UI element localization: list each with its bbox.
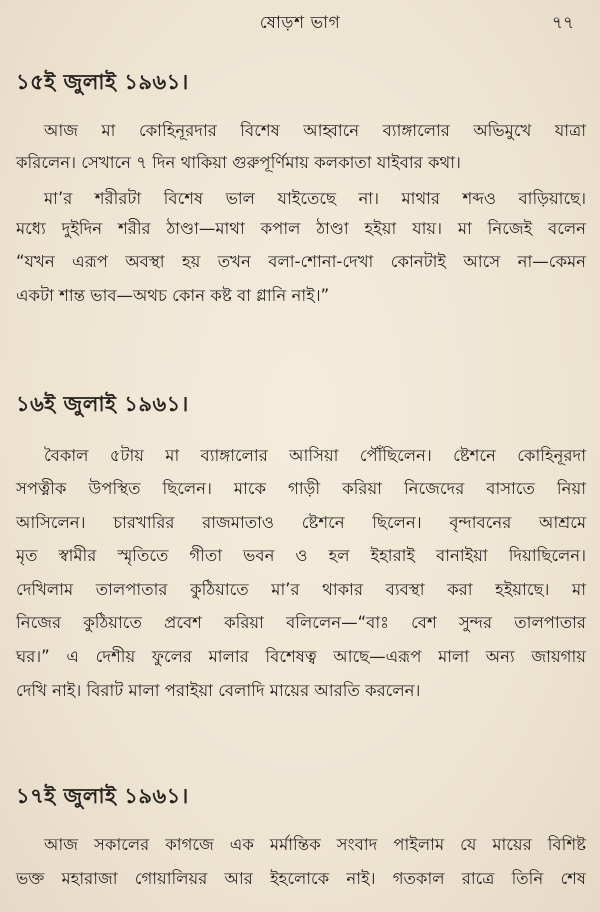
text-line: একটা শান্ত ভাব—অথচ কোন কষ্ট বা গ্লানি নাই।” xyxy=(16,286,330,305)
text-line: নিজের কুঠিয়াতে প্রবেশ করিয়া বলিলেন—“বাঃ বেশ সুন্দর তালপাতার xyxy=(16,613,586,632)
text-line: মৃত স্বামীর স্মৃতিতে গীতা ভবন ও হল ইহারাই বানাইয়া দিয়াছিলেন। xyxy=(16,546,586,565)
text-line: দেখি নাই। বিরাট মালা পরাইয়া বেলাদি মায়ের আরতি করলেন। xyxy=(16,681,421,700)
text-line: ভক্ত মহারাজা গোয়ালিয়র আর ইহলোকে নাই। গতকাল রাত্রে তিনি শেষ xyxy=(16,869,586,888)
text-line: দেখিলাম তালপাতার কুঠিয়াতে মা’র থাকার ব্যবস্থা করা হইয়াছে। মা xyxy=(16,580,586,599)
text-line: মা’র শরীরটা বিশেষ ভাল যাইতেছে না। মাথার শব্দও বাড়িয়াছে। xyxy=(44,189,586,208)
running-title: ষোড়শ ভাগ xyxy=(259,13,341,33)
text-line: “যখন এরূপ অবস্থা হয় তখন বলা-শোনা-দেখা কোনটাই আসে না—কেমন xyxy=(16,252,586,271)
text-line: আজ মা কোহিনূরদার বিশেষ আহ্বানে ব্যাঙ্গালোর অভিমুখে যাত্রা xyxy=(44,121,586,140)
text-line: আসিলেন। চারখারির রাজমাতাও ষ্টেশনে ছিলেন। বৃন্দাবনের আশ্রমে xyxy=(16,513,586,532)
text-line: মধ্যে দুইদিন শরীর ঠাণ্ডা—মাথা কপাল ঠাণ্ডা হইয়া যায়। মা নিজেই বলেন xyxy=(16,219,586,238)
date-heading: ১৭ই জুলাই ১৯৬১। xyxy=(16,784,189,808)
text-line: ঘর।” এ দেশীয় ফুলের মালার বিশেষত্ব আছে—এরূপ মালা অন্য জায়গায় xyxy=(16,647,586,666)
date-heading: ১৫ই জুলাই ১৯৬১। xyxy=(16,70,189,94)
running-header xyxy=(0,6,600,36)
page-number: ৭৭ xyxy=(551,13,574,33)
text-line: আজ সকালের কাগজে এক মর্মান্তিক সংবাদ পাইলাম যে মায়ের বিশিষ্ট xyxy=(44,835,586,854)
text-line: সপত্নীক উপস্থিত ছিলেন। মাকে গাড়ী করিয়া নিজেদের বাসাতে নিয়া xyxy=(16,479,586,498)
text-line: করিলেন। সেখানে ৭ দিন থাকিয়া গুরুপূর্ণিমায় কলকাতা যাইবার কথা। xyxy=(16,153,461,172)
text-line: বৈকাল ৫টায় মা ব্যাঙ্গালোর আসিয়া পৌঁছিলেন। ষ্টেশনে কোহিনূরদা xyxy=(44,446,586,465)
date-heading: ১৬ই জুলাই ১৯৬১। xyxy=(16,392,189,416)
